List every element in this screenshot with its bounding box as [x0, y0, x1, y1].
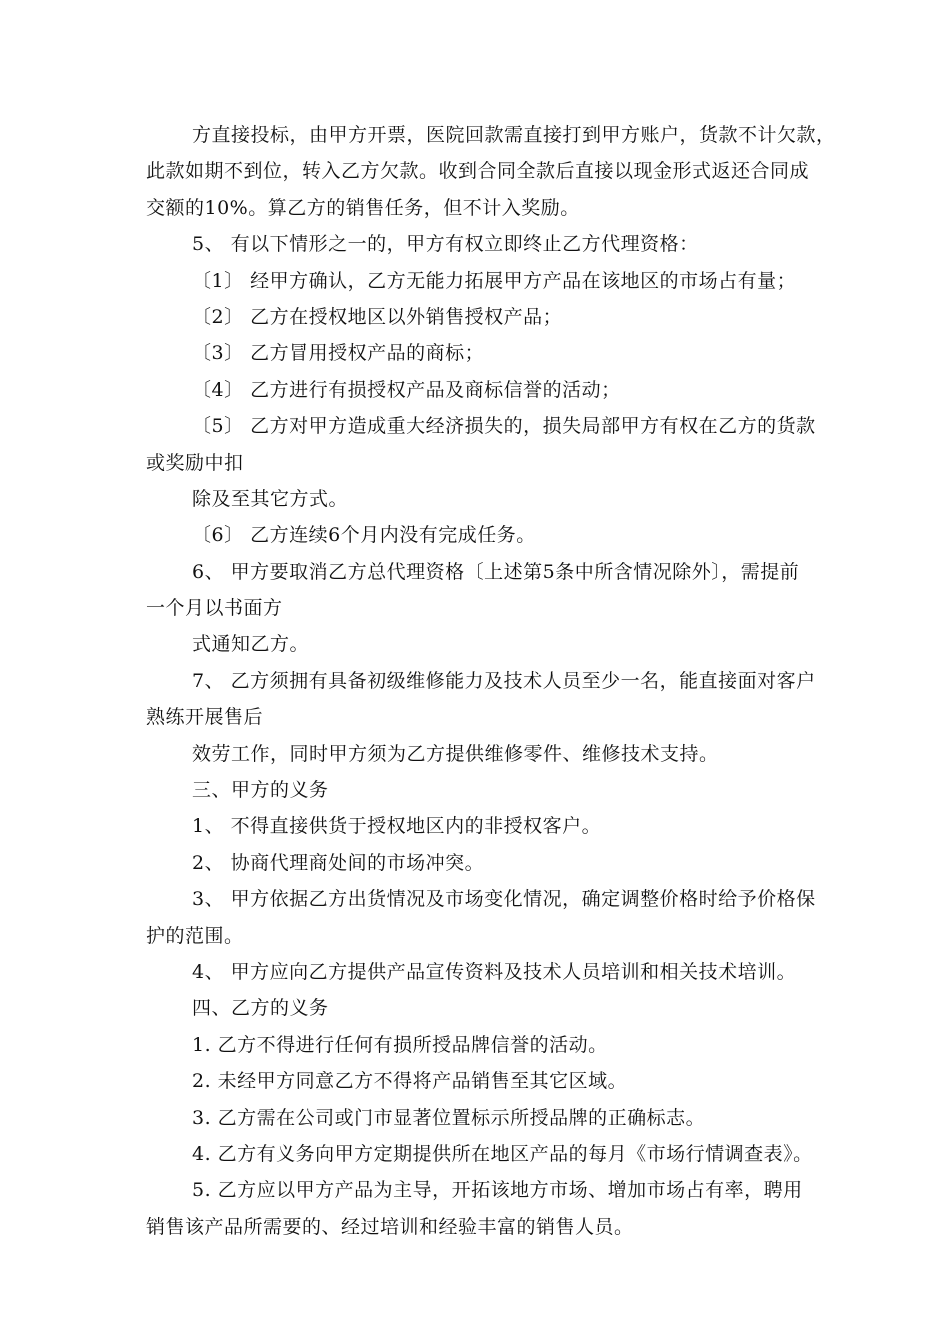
clause-5-item-3: 〔3〕 乙方冒用授权产品的商标；: [192, 342, 485, 365]
party-b-item-5: 5. 乙方应以甲方产品为主导，开拓该地方市场、增加市场占有率，聘用: [192, 1179, 803, 1202]
clause-5-heading: 5、 有以下情形之一的，甲方有权立即终止乙方代理资格：: [192, 233, 699, 256]
paragraph-line: 销售该产品所需要的、经过培训和经验丰富的销售人员。: [146, 1215, 634, 1238]
paragraph-line: 效劳工作，同时甲方须为乙方提供维修零件、维修技术支持。: [192, 742, 719, 765]
party-a-item-2: 2、 协商代理商处间的市场冲突。: [192, 851, 485, 874]
party-b-item-2: 2. 未经甲方同意乙方不得将产品销售至其它区域。: [192, 1070, 628, 1093]
paragraph-line: 熟练开展售后: [146, 706, 264, 729]
clause-5-item-6: 〔6〕 乙方连续6个月内没有完成任务。: [192, 524, 536, 547]
paragraph-line: 一个月以书面方: [146, 597, 283, 620]
clause-5-item-4: 〔4〕 乙方进行有损授权产品及商标信誉的活动；: [192, 378, 621, 401]
contract-body: [146, 117, 836, 1245]
party-a-item-4: 4、 甲方应向乙方提供产品宣传资料及技术人员培训和相关技术培训。: [192, 960, 797, 983]
clause-5-item-1: 〔1〕 经甲方确认，乙方无能力拓展甲方产品在该地区的市场占有量；: [192, 269, 797, 292]
section-heading-party-b-obligations: 四、乙方的义务: [192, 997, 329, 1020]
party-b-item-1: 1. 乙方不得进行任何有损所授品牌信誉的活动。: [192, 1033, 608, 1056]
party-b-item-4: 4. 乙方有义务向甲方定期提供所在地区产品的每月《市场行情调查表》。: [192, 1142, 813, 1165]
party-a-item-1: 1、 不得直接供货于授权地区内的非授权客户。: [192, 815, 602, 838]
paragraph-line: 式通知乙方。: [192, 633, 310, 656]
party-a-item-3: 3、 甲方依据乙方出货情况及市场变化情况，确定调整价格时给予价格保: [192, 888, 816, 911]
party-b-item-3: 3. 乙方需在公司或门市显著位置标示所授品牌的正确标志。: [192, 1106, 706, 1129]
clause-6: 6、 甲方要取消乙方总代理资格〔上述第5条中所含情况除外〕，需提前: [192, 560, 800, 583]
clause-7: 7、 乙方须拥有具备初级维修能力及技术人员至少一名，能直接面对客户: [192, 669, 816, 692]
section-heading-party-a-obligations: 三、甲方的义务: [192, 779, 329, 802]
paragraph-line: 护的范围。: [146, 924, 244, 947]
paragraph-line: 此款如期不到位，转入乙方欠款。收到合同全款后直接以现金形式返还合同成: [146, 160, 810, 183]
paragraph-line: 交额的10%。算乙方的销售任务，但不计入奖励。: [146, 196, 580, 219]
paragraph-line: 方直接投标，由甲方开票，医院回款需直接打到甲方账户，货款不计欠款，: [192, 124, 836, 146]
clause-5-item-5: 〔5〕 乙方对甲方造成重大经济损失的，损失局部甲方有权在乙方的货款: [192, 415, 816, 438]
paragraph-line: 或奖励中扣: [146, 451, 244, 474]
clause-5-item-2: 〔2〕 乙方在授权地区以外销售授权产品；: [192, 305, 563, 328]
paragraph-line: 除及至其它方式。: [192, 487, 349, 510]
